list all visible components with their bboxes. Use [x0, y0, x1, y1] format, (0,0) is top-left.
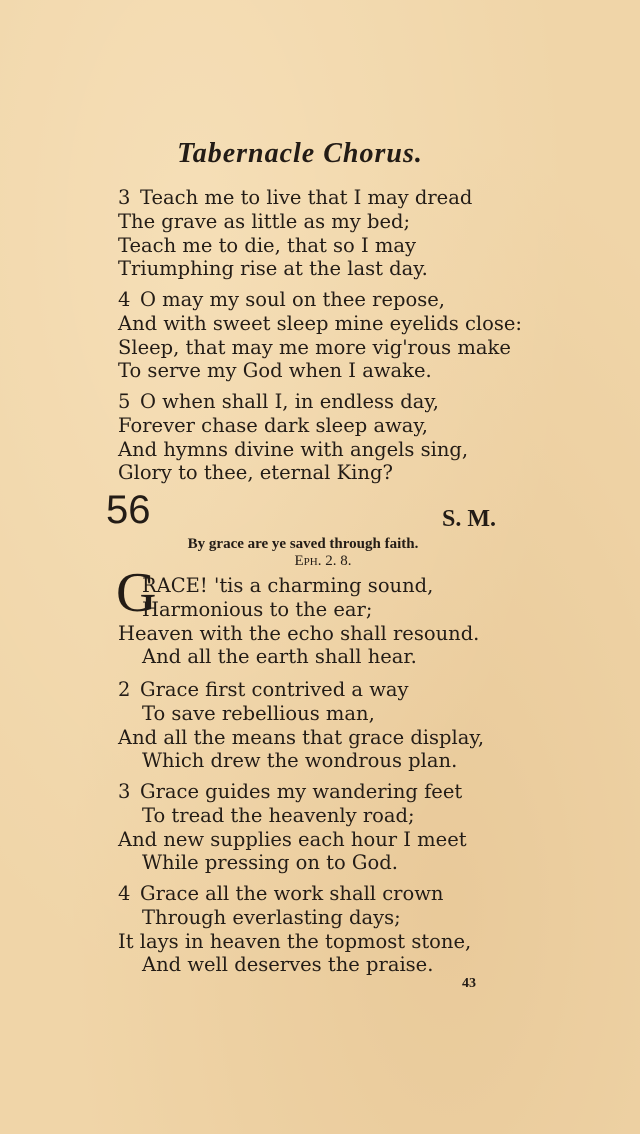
stanza-line: And all the means that grace display, — [118, 725, 485, 749]
running-header: Tabernacle Chorus. — [177, 138, 423, 169]
stanza-line: Sleep, that may me more vig'rous make — [118, 335, 511, 359]
stanza-line: It lays in heaven the topmost stone, — [118, 929, 472, 953]
scripture-reference: Eph. 2. 8. — [294, 553, 352, 569]
stanza-3 — [118, 780, 467, 875]
hymn-number: 56 — [106, 488, 151, 532]
stanza-4-prev — [118, 288, 522, 383]
stanza-line: Through everlasting days; — [142, 905, 401, 929]
epigraph — [0, 536, 606, 570]
stanza-number: 5 — [118, 390, 131, 413]
stanza-number: 3 — [118, 186, 131, 209]
stanza-line: Triumphing rise at the last day. — [118, 257, 428, 281]
stanza-line: And hymns divine with angels sing, — [118, 437, 469, 461]
epigraph-text: By grace are ye saved through faith. — [187, 536, 419, 552]
stanza-line: 4 O may my soul on thee repose, — [118, 288, 445, 311]
stanza-2 — [118, 678, 484, 773]
stanza-line: And all the earth shall hear. — [142, 645, 417, 669]
stanza-number: 3 — [118, 780, 131, 803]
stanza-line: Forever chase dark sleep away, — [118, 413, 429, 437]
page-number: 43 — [462, 976, 476, 991]
stanza-5-prev — [118, 390, 468, 485]
stanza-line: To save rebellious man, — [142, 701, 375, 725]
stanza-line: Teach me to die, that so I may — [118, 233, 417, 257]
stanza-4 — [118, 882, 471, 977]
hymn-meter: S. M. — [442, 506, 496, 532]
stanza-line: And well deserves the praise. — [142, 953, 434, 977]
drop-cap: G — [116, 562, 157, 624]
stanza-3-prev — [118, 186, 472, 281]
stanza-number: 4 — [118, 882, 131, 905]
stanza-line: 4 Grace all the work shall crown — [118, 882, 444, 905]
stanza-line: Harmonious to the ear; — [142, 597, 373, 621]
stanza-line: RACE! 'tis a charming sound, — [142, 574, 434, 597]
stanza-line: And new supplies each hour I meet — [118, 827, 467, 851]
stanza-number: 2 — [118, 678, 131, 701]
stanza-line: 3 Teach me to live that I may dread — [118, 186, 473, 209]
stanza-line: And with sweet sleep mine eyelids close: — [118, 311, 522, 335]
stanza-line: Heaven with the echo shall resound. — [118, 621, 480, 645]
stanza-line: 2 Grace first contrived a way — [118, 678, 409, 701]
stanza-line: To serve my God when I awake. — [118, 359, 432, 383]
stanza-line: 3 Grace guides my wandering feet — [118, 780, 463, 803]
stanza-line: To tread the heavenly road; — [142, 803, 415, 827]
stanza-line: 5 O when shall I, in endless day, — [118, 390, 439, 413]
stanza-1 — [118, 574, 479, 669]
stanza-line: The grave as little as my bed; — [118, 209, 411, 233]
stanza-number: 4 — [118, 288, 131, 311]
stanza-line: While pressing on to God. — [142, 851, 398, 875]
stanza-line: Which drew the wondrous plan. — [142, 749, 458, 773]
stanza-line: Glory to thee, eternal King? — [118, 461, 393, 485]
